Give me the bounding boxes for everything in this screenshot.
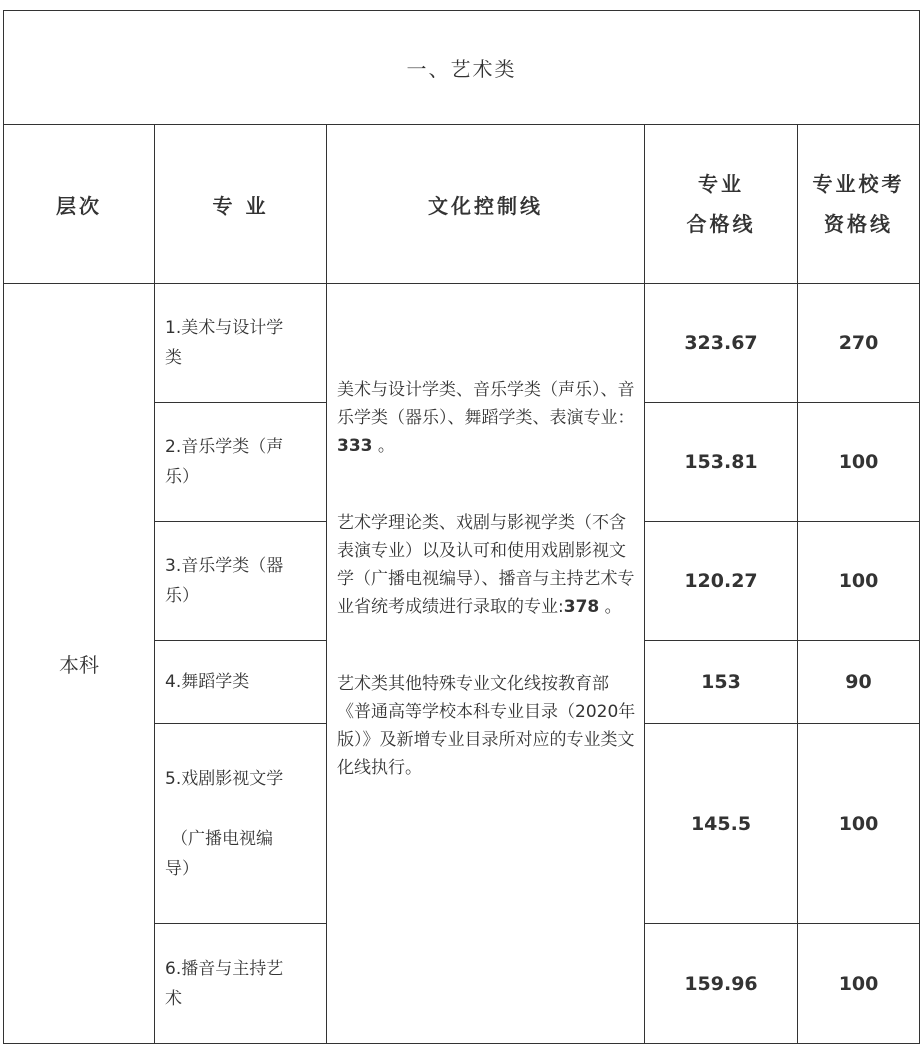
qual-score: 100 — [798, 924, 920, 1044]
header-level: 层次 — [4, 125, 155, 284]
pass-score: 323.67 — [645, 284, 798, 403]
major-name: 5.戏剧影视文学 — [165, 768, 284, 789]
header-qual-line-top: 专业校考 — [812, 172, 905, 196]
qual-score: 90 — [798, 641, 920, 724]
qual-score: 270 — [798, 284, 920, 403]
major-cell — [155, 641, 327, 724]
major-name: 3.音乐学类（器 — [165, 556, 284, 576]
art-admission-table — [3, 10, 920, 1044]
culture-line-paragraph: 美术与设计学类、音乐学类（声乐）、音乐学类（器乐）、舞蹈学类、表演专业：333 。 — [337, 380, 635, 456]
major-name: 1.美术与设计学 — [165, 318, 284, 338]
major-cell — [155, 522, 327, 641]
pass-score: 153 — [645, 641, 798, 724]
pass-score: 153.81 — [645, 403, 798, 522]
major-cell — [155, 924, 327, 1044]
culture-line-paragraph: 艺术学理论类、戏剧与影视学类（不含表演专业）以及认可和使用戏剧影视文学（广播电视编导）、播音与主持艺术专业省统考成绩进行录取的专业:378 。 — [337, 513, 635, 617]
culture-line-cell — [327, 284, 645, 1044]
culture-score: 333 — [337, 436, 373, 456]
pass-score: 145.5 — [645, 724, 798, 924]
qual-score: 100 — [798, 724, 920, 924]
table-row — [4, 284, 920, 403]
culture-score: 378 — [563, 597, 600, 617]
major-name-cont: 乐） — [165, 586, 199, 606]
major-name-cont: 术 — [165, 988, 182, 1009]
table-title: 一、艺术类 — [4, 11, 920, 125]
major-name: 2.音乐学类（声 — [165, 437, 284, 457]
major-name-cont: 乐） — [165, 467, 199, 487]
header-culture-line: 文化控制线 — [327, 125, 645, 284]
major-cell — [155, 284, 327, 403]
pass-score: 120.27 — [645, 522, 798, 641]
header-pass-line-top: 专业 — [698, 172, 744, 196]
header-major: 专 业 — [155, 125, 327, 284]
header-qualification-line — [798, 125, 920, 284]
level-cell: 本科 — [4, 284, 155, 1044]
header-pass-line-bottom: 合格线 — [686, 212, 756, 236]
major-name-cont: 类 — [165, 348, 182, 368]
major-name-cont: （广播电视编 — [171, 828, 273, 849]
major-name: 4.舞蹈学类 — [165, 672, 250, 692]
culture-line-paragraph: 艺术类其他特殊专业文化线按教育部《普通高等学校本科专业目录（2020年版）》及新增专业目录所对应的专业类文化线执行。 — [337, 674, 636, 778]
major-cell — [155, 403, 327, 522]
major-name-cont: 导） — [165, 858, 199, 879]
header-pass-line — [645, 125, 798, 284]
qual-score: 100 — [798, 522, 920, 641]
major-name: 6.播音与主持艺 — [165, 958, 284, 979]
pass-score: 159.96 — [645, 924, 798, 1044]
qual-score: 100 — [798, 403, 920, 522]
major-cell — [155, 724, 327, 924]
header-qual-line-bottom: 资格线 — [824, 212, 894, 236]
